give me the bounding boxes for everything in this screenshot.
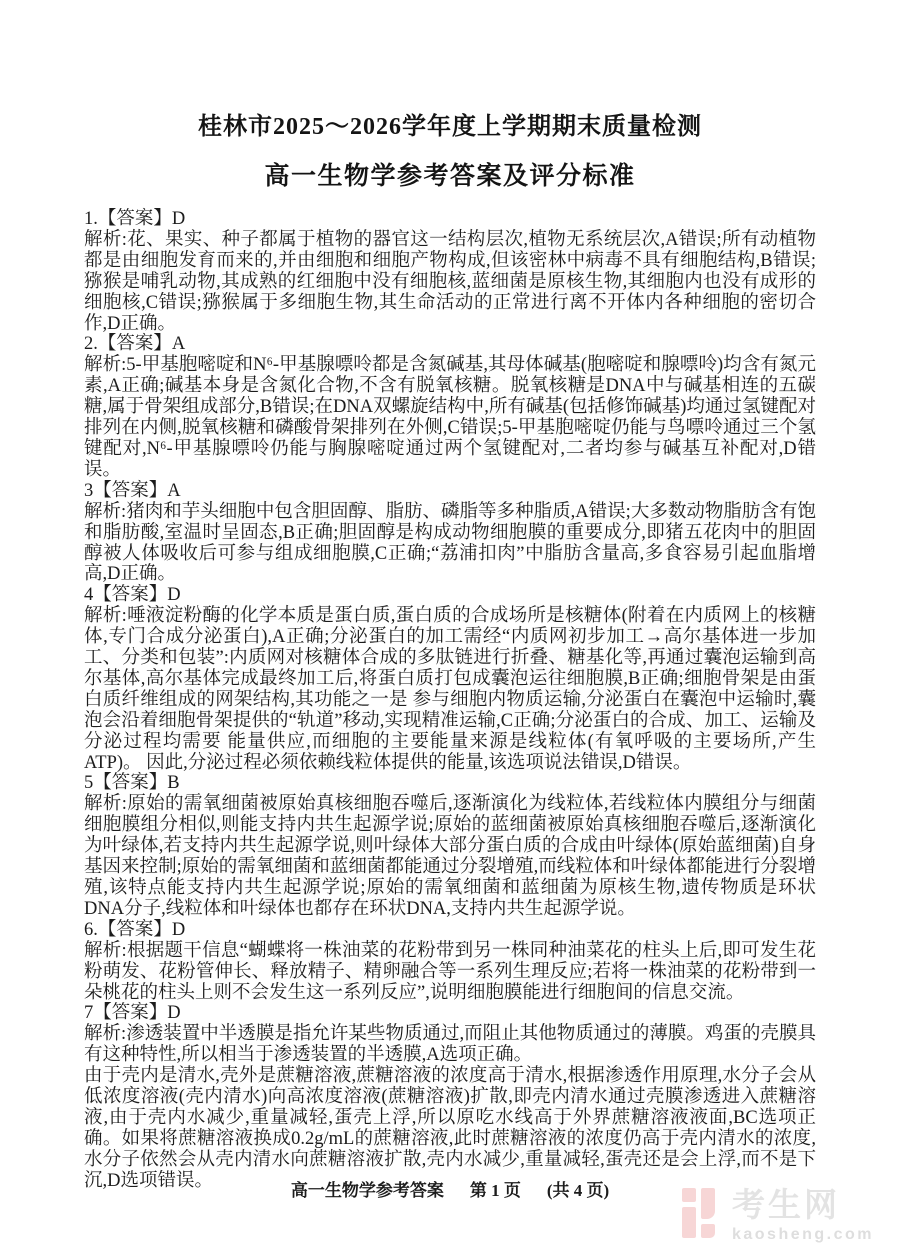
document-title: 桂林市2025～2026学年度上学期期末质量检测 [198,114,702,140]
question-3-block [84,481,816,586]
question-2-answer-line: 2.【答案】A [84,334,186,355]
footer-page-number: 第 1 页 [469,1181,521,1200]
question-2-block [84,334,816,480]
watermark-text [732,1188,874,1244]
watermark-site-name: 考生网 [731,1186,840,1223]
question-7-explanation: 解析:渗透装置中半透膜是指允许某些物质通过,而阻止其他物质通过的薄膜。鸡蛋的壳膜具有这种特性,所以相当于渗透装置的半透膜,A选项正确。 [84,1024,816,1066]
question-6-block [84,920,816,1004]
question-5-block [84,773,816,919]
question-3-answer-line: 3【答案】A [84,480,181,501]
question-7-answer-line: 7【答案】D [84,1003,181,1024]
document-subtitle: 高一生物学参考答案及评分标准 [264,163,636,190]
kaosheng-watermark [682,1188,874,1244]
question-1-block [84,209,816,334]
kaosheng-logo-icon [682,1188,716,1238]
question-4-explanation: 解析:唾液淀粉酶的化学本质是蛋白质,蛋白质的合成场所是核糖体(附着在内质网上的核糖体,专门合成分泌蛋白),A正确;分泌蛋白的加工需经“内质网初步加工→高尔基体进一步加工、分类和包装”:内质网对核糖体合成的多肽链进行折叠、糖基化等,再通过囊泡运输到高尔基体,高尔基体完成最终加工后,将蛋白质打包成囊泡运往细胞膜,B正确;细胞骨架是由蛋白质纤维组成的网架结构,其功能之一是 参与细胞内物质运输,分泌蛋白在囊泡中运输时,囊泡会沿着细胞骨架提供的“轨道”移动,实现精准运输,C正确;分泌蛋白的合成、加工、运输及分泌过程均需要 能量供应,而细胞的主要能量来源是线粒体(有氧呼吸的主要场所,产生ATP)。 因此,分泌过程必须依赖线粒体提供的能量,该选项说法错误,D错误。 [84,606,816,773]
question-6-answer-line: 6.【答案】D [84,919,186,940]
footer-total-pages: (共 4 页) [546,1181,610,1200]
question-5-explanation: 解析:原始的需氧细菌被原始真核细胞吞噬后,逐渐演化为线粒体,若线粒体内膜组分与细菌细胞膜组分相似,则能支持内共生起源学说;原始的蓝细菌被原始真核细胞吞噬后,逐渐演化为叶绿体,若支持内共生起源学说,则叶绿体大部分蛋白质的合成由叶绿体(原始蓝细菌)自身基因来控制;原始的需氧细菌和蓝细菌都能通过分裂增殖,而线粒体和叶绿体都能进行分裂增殖,该特点能支持内共生起源学说;原始的需氧细菌和蓝细菌为原核生物,遗传物质是环状DNA分子,线粒体和叶绿体也都存在环状DNA,支持内共生起源学说。 [84,794,816,919]
question-6-explanation: 解析:根据题干信息“蝴蝶将一株油菜的花粉带到另一株同种油菜花的柱头上后,即可发生花粉萌发、花粉管伸长、释放精子、精卵融合等一系列生理反应;若将一株油菜的花粉带到一朵桃花的柱头上则不会发生这一系列反应”,说明细胞膜能进行细胞间的信息交流。 [84,940,816,1003]
question-1-answer-line: 1.【答案】D [84,209,186,229]
question-4-block [84,585,816,773]
question-5-answer-line: 5【答案】B [84,773,180,794]
question-7-explanation-continued: 由于壳内是清水,壳外是蔗糖溶液,蔗糖溶液的浓度高于清水,根据渗透作用原理,水分子会从低浓度溶液(壳内清水)向高浓度溶液(蔗糖溶液)扩散,即壳内清水通过壳膜渗透进入蔗糖溶液,由于壳内水减少,重量减轻,蛋壳上浮,所以原吃水线高于外界蔗糖溶液液面,BC选项正确。如果将蔗糖溶液换成0.2g/mL的蔗糖溶液,此时蔗糖溶液的浓度仍高于壳内清水的浓度,水分子依然会从壳内清水向蔗糖溶液扩散,壳内水减少,重量减轻,蛋壳还是会上浮,而不是下沉,D选项错误。 [84,1066,816,1191]
question-7-block [84,1003,816,1191]
question-1-explanation: 解析:花、果实、种子都属于植物的器官这一结构层次,植物无系统层次,A错误;所有动植物都是由细胞发育而来的,并由细胞和细胞产物构成,但该密林中病毒不具有细胞结构,B错误;猕猴是哺乳动物,其成熟的红细胞中没有细胞核,蓝细菌是原核生物,其细胞内也没有成形的细胞核,C错误;猕猴属于多细胞生物,其生命活动的正常进行离不开体内各种细胞的密切合作,D正确。 [84,229,816,334]
question-4-answer-line: 4【答案】D [84,585,181,606]
answers-content [84,209,816,1192]
footer-doc-name: 高一生物学参考答案 [290,1181,444,1200]
watermark-site-url: kaosheng.com [731,1226,874,1243]
question-3-explanation: 解析:猪肉和芋头细胞中包含胆固醇、脂肪、磷脂等多种脂质,A错误;大多数动物脂肪含有饱和脂肪酸,室温时呈固态,B正确;胆固醇是构成动物细胞膜的重要成分,即猪五花肉中的胆固醇被人体吸收后可参与组成细胞膜,C正确;“荔浦扣肉”中脂肪含量高,多食容易引起血脂增高,D正确。 [84,501,816,585]
question-2-explanation: 解析:5-甲基胞嘧啶和N⁶-甲基腺嘌呤都是含氮碱基,其母体碱基(胞嘧啶和腺嘌呤)均含有氮元素,A正确;碱基本身是含氮化合物,不含有脱氧核糖。脱氧核糖是DNA中与碱基相连的五碳糖,属于骨架组成部分,B错误;在DNA双螺旋结构中,所有碱基(包括修饰碱基)均通过氢键配对排列在内侧,脱氧核糖和磷酸骨架排列在外侧,C错误;5-甲基胞嘧啶仍能与鸟嘌呤通过三个氢键配对,N⁶-甲基腺嘌呤仍能与胸腺嘧啶通过两个氢键配对,二者均参与碱基互补配对,D错误。 [84,355,816,480]
